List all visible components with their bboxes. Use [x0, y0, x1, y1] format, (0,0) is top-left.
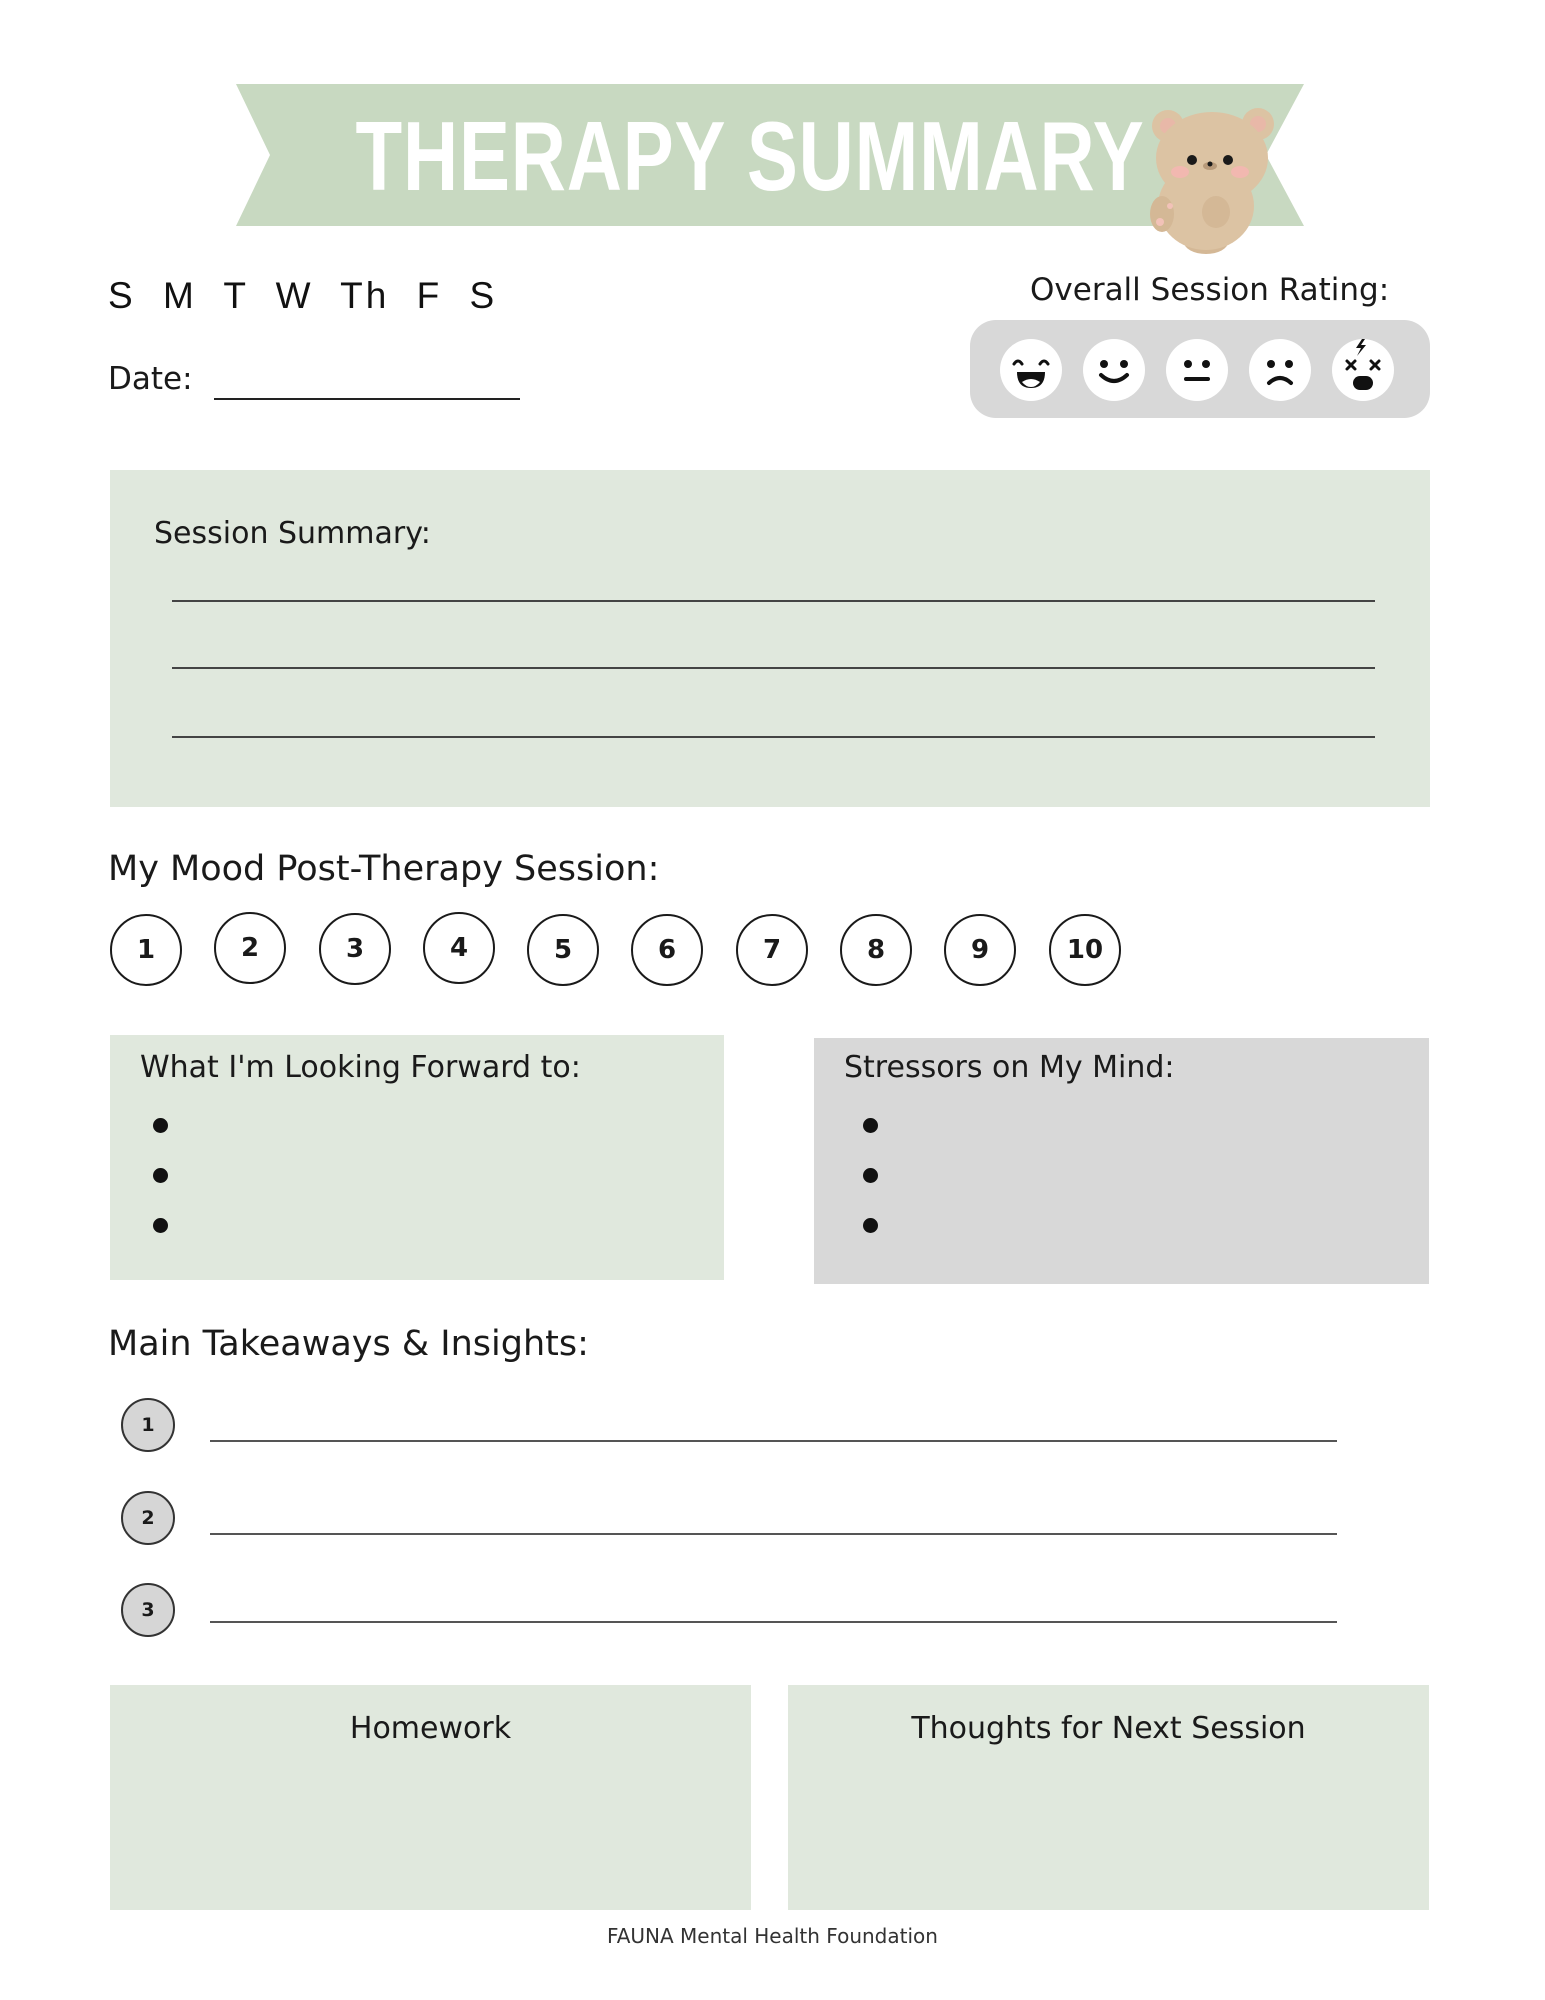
mood-option[interactable]: 3 — [319, 913, 391, 985]
mood-option[interactable]: 6 — [631, 914, 703, 986]
next-session-thoughts-panel[interactable] — [788, 1685, 1429, 1910]
takeaway-number: 1 — [121, 1398, 175, 1452]
bear-mascot-icon — [1146, 96, 1294, 256]
bullet-point — [863, 1218, 878, 1233]
mood-option[interactable]: 8 — [840, 914, 912, 986]
footer-credit: FAUNA Mental Health Foundation — [607, 1924, 938, 1948]
takeaways-heading: Main Takeaways & Insights: — [108, 1324, 589, 1364]
mood-option[interactable]: 7 — [736, 914, 808, 986]
mood-heading: My Mood Post-Therapy Session: — [108, 849, 660, 889]
session-summary-label: Session Summary: — [154, 516, 431, 551]
bullet-point — [863, 1118, 878, 1133]
summary-line[interactable] — [172, 736, 1375, 738]
bullet-point — [153, 1168, 168, 1183]
stressors-heading: Stressors on My Mind: — [844, 1050, 1175, 1085]
sad-face-icon[interactable] — [1249, 339, 1311, 401]
mood-option[interactable]: 10 — [1049, 914, 1121, 986]
mood-option[interactable]: 5 — [527, 914, 599, 986]
next-session-thoughts-heading: Thoughts for Next Session — [911, 1711, 1306, 1746]
takeaway-line[interactable] — [210, 1533, 1337, 1535]
takeaway-number: 2 — [121, 1491, 175, 1545]
page-title: THERAPY SUMMARY — [355, 100, 1145, 211]
looking-forward-panel — [110, 1035, 724, 1280]
takeaway-line[interactable] — [210, 1440, 1337, 1442]
session-rating-group — [970, 320, 1430, 418]
bullet-point — [153, 1118, 168, 1133]
bullet-point — [863, 1168, 878, 1183]
mood-option[interactable]: 9 — [944, 914, 1016, 986]
takeaway-number: 3 — [121, 1583, 175, 1637]
mood-option[interactable]: 4 — [423, 912, 495, 984]
smiling-face-icon[interactable] — [1083, 339, 1145, 401]
homework-heading: Homework — [349, 1711, 512, 1746]
date-field[interactable] — [214, 398, 520, 400]
summary-line[interactable] — [172, 600, 1375, 602]
looking-forward-heading: What I'm Looking Forward to: — [140, 1050, 581, 1085]
mood-option[interactable]: 2 — [214, 912, 286, 984]
session-summary-panel — [110, 470, 1430, 807]
stressors-panel — [814, 1038, 1429, 1284]
date-label: Date: — [108, 361, 193, 397]
mood-option[interactable]: 1 — [110, 914, 182, 986]
distressed-face-icon[interactable] — [1332, 339, 1394, 401]
neutral-face-icon[interactable] — [1166, 339, 1228, 401]
laughing-face-icon[interactable] — [1000, 339, 1062, 401]
summary-line[interactable] — [172, 667, 1375, 669]
bullet-point — [153, 1218, 168, 1233]
weekday-selector[interactable]: S M T W Th F S — [108, 275, 498, 316]
takeaway-line[interactable] — [210, 1621, 1337, 1623]
homework-panel[interactable] — [110, 1685, 751, 1910]
session-rating-label: Overall Session Rating: — [1030, 272, 1390, 308]
